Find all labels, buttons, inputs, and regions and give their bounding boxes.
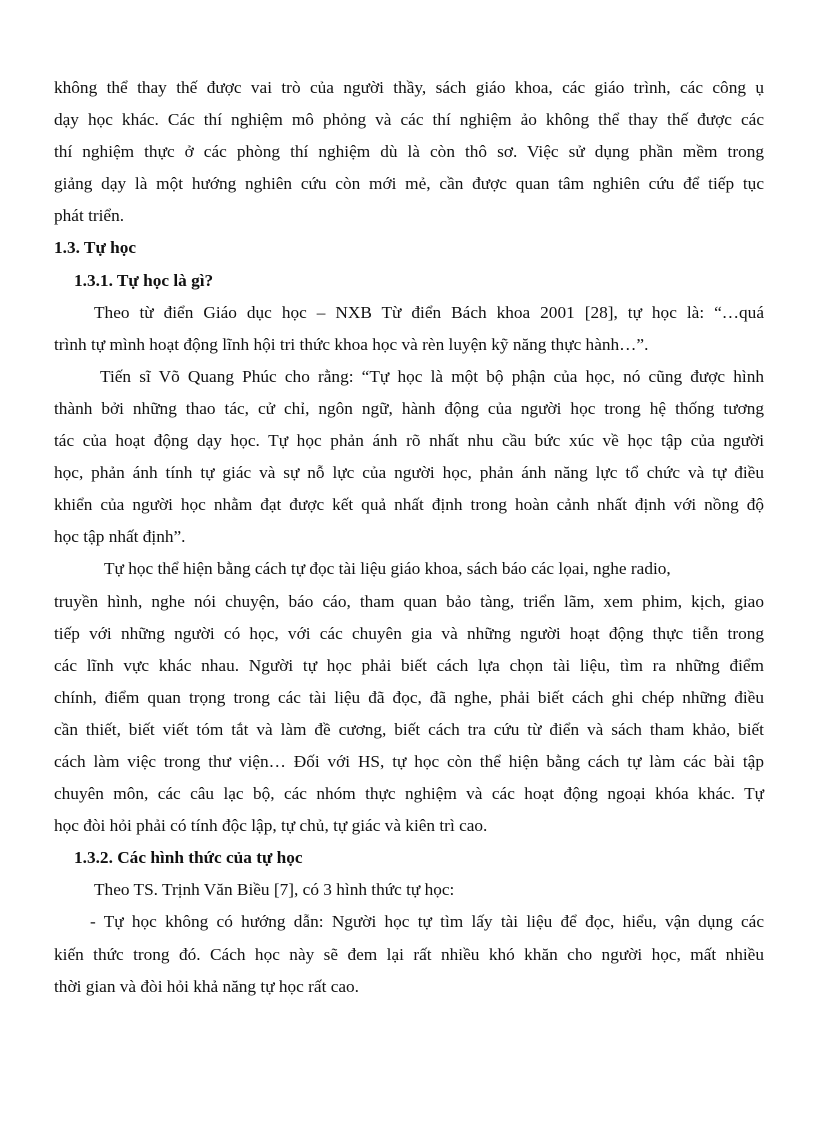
text-line: học đòi hỏi phải có tính độc lập, tự chủ, tự giác và kiên trì cao. [54,816,488,836]
text-line: học, phản ánh tính tự giác và sự nỗ lực của người học, phản ánh năng lực tổ chức và tự điều [54,463,764,483]
text-line: giảng dạy là một hướng nghiên cứu còn mới mẻ, cần được quan tâm nghiên cứu để tiếp tục [54,174,764,194]
text-line: - Tự học không có hướng dẫn: Người học tự tìm lấy tài liệu để đọc, hiểu, vận dụng các [90,912,764,932]
text-line: thời gian và đòi hỏi khả năng tự học rất cao. [54,976,360,996]
text-line: dạy học khác. Các thí nghiệm mô phỏng và các thí nghiệm ảo không thể thay thế được các [54,110,764,130]
text-line: cách làm việc trong thư viện… Đối với HS, tự học còn thể hiện bằng cách tự làm các bài tập [54,751,764,771]
paragraph-bullet-unguided [54,906,764,1002]
text-line: Theo từ điển Giáo dục học – NXB Từ điển Bách khoa 2001 [28], tự học là: “…quá [94,302,764,322]
heading-section-1-3-2: 1.3.2. Các hình thức của tự học [74,848,303,868]
text-line: cần thiết, biết viết tóm tắt và làm đề cương, biết cách tra cứu từ điển và sách tham khảo, biết [54,719,764,739]
text-line: các lĩnh vực khác nhau. Người tự học phải biết cách lựa chọn tài liệu, tìm ra những điểm [54,655,764,675]
text-line: trình tự mình hoạt động lĩnh hội tri thức khoa học và rèn luyện kỹ năng thực hành…”. [54,334,649,354]
paragraph-intro [54,72,764,232]
paragraph-vo-quang-phuc [54,361,764,554]
text-line: tác của hoạt động dạy học. Tự học phản ánh rõ nhất nhu cầu bức xúc về học tập của người [54,431,764,451]
document-page [54,72,764,1003]
text-line: Tiến sĩ Võ Quang Phúc cho rằng: “Tự học là một bộ phận của học, nó cũng được hình [100,366,764,386]
text-line: tiếp với những người có học, với các chuyên gia và những người hoạt động thực tiễn trong [54,623,764,643]
text-line: thành bởi những thao tác, cử chỉ, ngôn ngữ, hành động của người học trong hệ thống tương [54,398,764,418]
text-line: không thể thay thế được vai trò của người thầy, sách giáo khoa, các giáo trình, các công ụ [54,78,764,97]
text-line: khiển của người học nhằm đạt được kết quả nhất định trong hoàn cảnh nhất định với nồng độ [54,495,764,515]
text-line: học tập nhất định”. [54,527,186,547]
heading-section-1-3-1: 1.3.1. Tự học là gì? [74,270,214,290]
text-line: truyền hình, nghe nói chuyện, báo cáo, tham quan bảo tàng, triển lãm, xem phim, kịch, giao [54,591,764,611]
text-line: phát triển. [54,206,125,226]
text-line: chính, điểm quan trọng trong các tài liệu đã đọc, đã nghe, phải biết cách ghi chép những điều [54,687,764,707]
paragraph-definition [54,297,764,361]
text-line: Tự học thể hiện bằng cách tự đọc tài liệu giáo khoa, sách báo các lọai, nghe radio, [104,559,671,579]
paragraph-self-study-forms [54,553,764,842]
heading-section-1-3: 1.3. Tự học [54,238,137,258]
text-line: thí nghiệm thực ở các phòng thí nghiệm dù là còn thô sơ. Việc sử dụng phần mềm trong [54,142,764,162]
text-line: kiến thức trong đó. Cách học này sẽ đem lại rất nhiều khó khăn cho người học, mất nhiều [54,944,764,964]
text-line: chuyên môn, các câu lạc bộ, các nhóm thực nghiệm và các hoạt động ngoại khóa khác. Tự [54,784,764,804]
paragraph-trinh-van-bieu: Theo TS. Trịnh Văn Biều [7], có 3 hình thức tự học: [94,880,455,900]
